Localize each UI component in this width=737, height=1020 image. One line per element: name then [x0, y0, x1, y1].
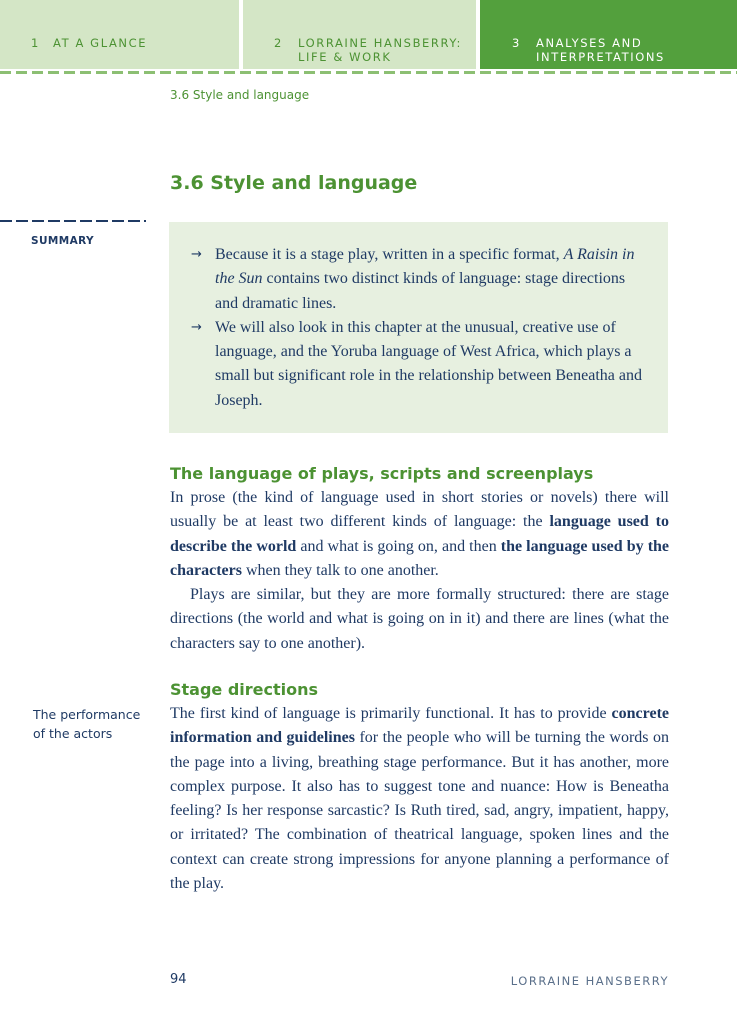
- play-title: A Raisin in the Sun: [215, 246, 635, 288]
- summary-text: contains two distinct kinds of language: stage directions and dramatic lines.: [215, 270, 626, 312]
- page-number: 94: [170, 972, 187, 987]
- tab-label: AT A GLANCE: [53, 36, 148, 50]
- text-run: for the people who will be turning the words on the page into a living, breathing stage performance. But it has another, more complex purpose. It also has to suggest tone and nuance: How is Beneatha feeling? Is her response sarcastic? Is Ruth tired, sad, angry, impatient, happy, or irritated? The combination of theatrical language, spoken lines and the context can create strong impressions for anyone planning a performance of the play.: [170, 729, 669, 893]
- text-run: and what is going on, and then: [296, 537, 501, 555]
- summary-item: [189, 316, 650, 413]
- section-heading: Stage directions: [170, 680, 319, 699]
- emphasis: the language used by the characters: [170, 537, 670, 579]
- tab-label-line1: LORRAINE HANSBERRY:: [298, 36, 462, 50]
- summary-dashed-divider: [0, 220, 146, 222]
- summary-item: [189, 243, 650, 316]
- footer-author: LORRAINE HANSBERRY: [510, 974, 669, 988]
- tab-analyses-and-interpretations[interactable]: [480, 0, 737, 69]
- tab-number: 2: [274, 36, 283, 50]
- tab-at-a-glance[interactable]: [0, 0, 239, 69]
- arrow-right-icon: →: [191, 247, 202, 262]
- tab-label: [536, 36, 665, 64]
- text-run: In prose (the kind of language used in short stories or novels) there will usually be at least two different kinds of language: the: [170, 489, 669, 531]
- text-run: when they talk to one another.: [241, 561, 439, 579]
- paragraph: [170, 486, 669, 583]
- emphasis: concrete information and guidelines: [170, 705, 669, 747]
- paragraph: Plays are similar, but they are more formally structured: there are stage directions (the world and what is going on in it) and there are lines (what the characters say to one another).: [170, 586, 669, 652]
- summary-box: [169, 222, 668, 433]
- tab-label-line1: ANALYSES AND: [536, 36, 643, 50]
- header-dashed-divider: [0, 71, 737, 74]
- summary-list: [189, 243, 650, 413]
- tab-label: [298, 36, 462, 64]
- chapter-tabs: [0, 0, 737, 69]
- section-stage-directions: [170, 678, 669, 896]
- tab-label-line2: LIFE & WORK: [298, 50, 392, 64]
- paragraph: [170, 702, 669, 896]
- summary-label: SUMMARY: [31, 235, 95, 247]
- tab-number: 3: [512, 36, 521, 50]
- section-language-of-plays: [170, 462, 669, 656]
- breadcrumb: 3.6 Style and language: [170, 88, 310, 102]
- arrow-right-icon: →: [191, 319, 202, 335]
- summary-text: Because it is a stage play, written in a specific format,: [215, 246, 564, 263]
- tab-life-and-work[interactable]: [243, 0, 476, 69]
- page-title: 3.6 Style and language: [170, 172, 418, 194]
- text-run: The first kind of language is primarily functional. It has to provide: [170, 705, 612, 722]
- tab-number: 1: [31, 36, 40, 50]
- emphasis: language used to describe the world: [170, 513, 670, 555]
- tab-label-line2: INTERPRETATIONS: [536, 50, 665, 64]
- margin-note: The performance of the actors: [33, 707, 141, 741]
- section-heading: The language of plays, scripts and screenplays: [170, 464, 594, 483]
- summary-text: We will also look in this chapter at the unusual, creative use of language, and the Yoruba language of West Africa, which plays a small but significant role in the relationship between Beneatha and Joseph.: [215, 318, 642, 409]
